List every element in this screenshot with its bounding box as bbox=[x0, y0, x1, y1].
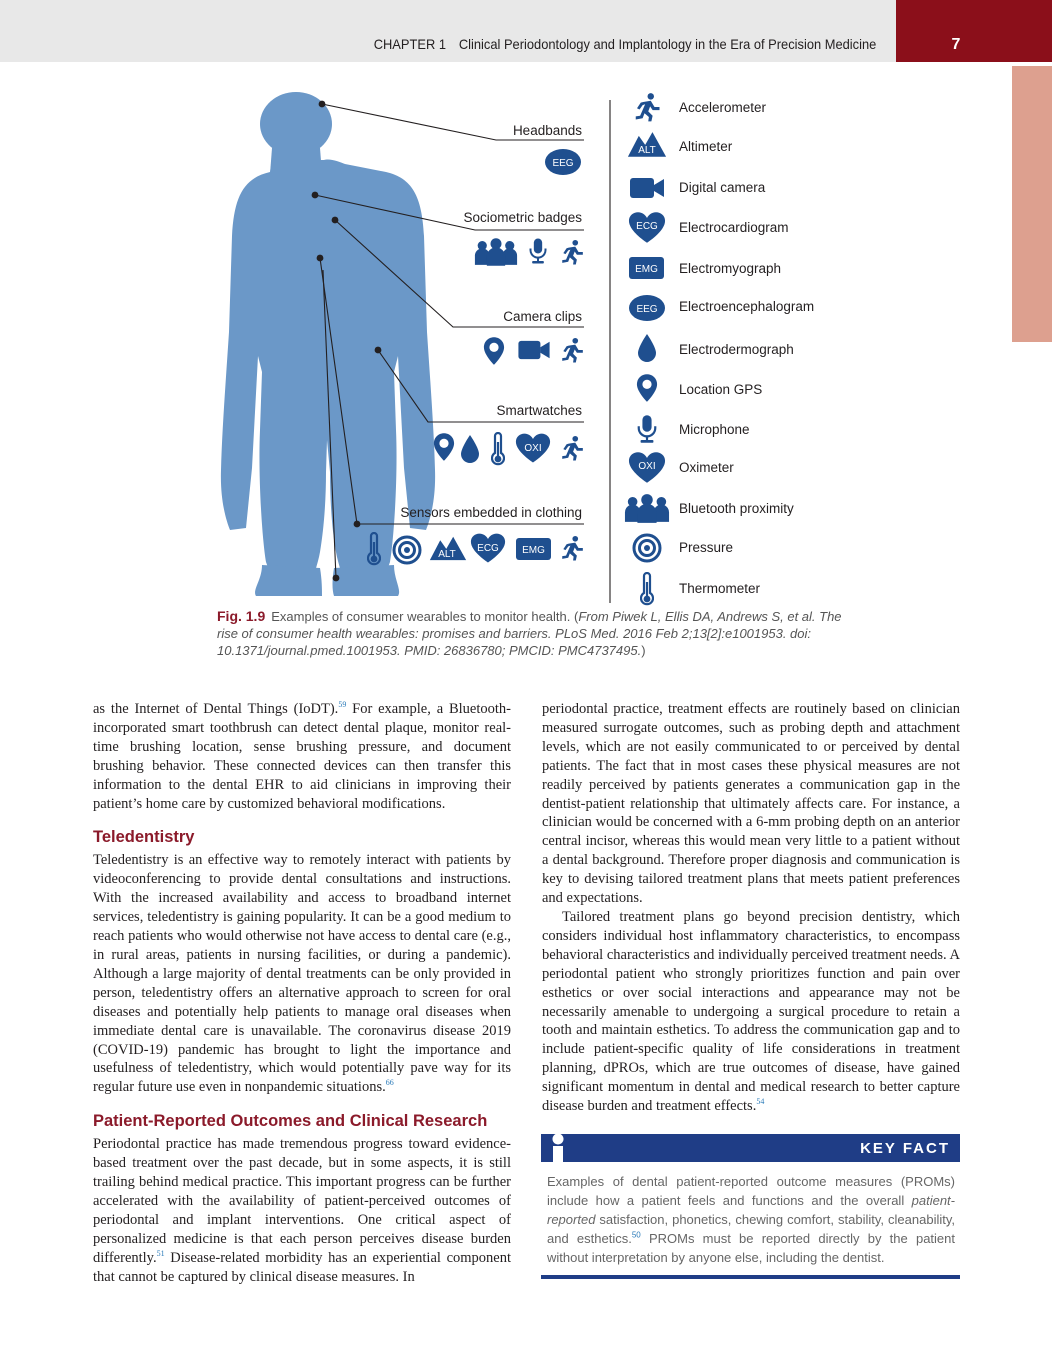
legend-icon-electromyograph bbox=[629, 257, 664, 279]
chapter-name: Clinical Periodontology and Implantology in the Era of Precision Medicine bbox=[458, 36, 876, 52]
heart-oxi-icon bbox=[516, 434, 550, 463]
paragraph: periodontal practice, treatment effects are routinely based on clinician measured surrogate outcomes, such as probing depth and attachment levels, which are not easily communicated to or perceived by dental patients. The fact that in most cases these physical measures are not readily perceived by patients generates a communication gap in the dentist-patient relationship that ultimately affects care. For instance, a clinician would be concerned with a 6-mm probing depth on an anterior central incisor, whereas this would mean very little to a patient without a dental background. Therefore proper diagnosis and communication is key to devising tailored treatment plans that meets patient preferences and expectations. bbox=[542, 701, 960, 907]
legend-icon-electrodermograph bbox=[638, 334, 656, 362]
legend-label-bluetooth-proximity: Bluetooth proximity bbox=[679, 501, 794, 516]
legend-label-accelerometer: Accelerometer bbox=[679, 100, 767, 115]
category-smartwatches: Smartwatches bbox=[496, 403, 582, 418]
legend-icon-electroencephalogram bbox=[629, 295, 665, 321]
wearables-diagram bbox=[0, 62, 1052, 612]
key-fact-text bbox=[541, 1162, 960, 1279]
altimeter-icon bbox=[430, 537, 466, 560]
key-fact-text-part: satisfaction, phonetics, chewing comfort, stability, cleanability, and esthetics. bbox=[547, 1212, 955, 1246]
paragraph-text: Tailored treatment plans go beyond precision dentistry, which considers individual host inflammatory characteristics, to encompass behavioral characteristics and individually perceived treatment needs. A periodontal patient who strongly prioritizes function and pain over esthetics or over social interactions and appearance may not be necessarily amenable to undergoing a surgical procedure to retain a tooth and maintain esthetics. To address the communication gap and to include patient-specific quality of life considerations in treatment planning, dPROs, which are true outcomes of disease, have gained significant momentum in dental and medical research to better capture disease burden and treatment effects. bbox=[542, 908, 960, 1115]
reference-link[interactable]: 50 bbox=[631, 1230, 641, 1240]
figure-number: Fig. 1.9 bbox=[217, 608, 266, 624]
key-fact-header bbox=[541, 1134, 960, 1162]
running-person-icon bbox=[562, 240, 583, 264]
location-pin-icon bbox=[434, 433, 454, 461]
svg-text:ECG: ECG bbox=[477, 543, 499, 554]
caption-text: Examples of consumer wearables to monitor health. ( bbox=[271, 609, 579, 624]
heading-patient-reported-outcomes: Patient-Reported Outcomes and Clinical Research bbox=[93, 1112, 488, 1131]
reference-link[interactable]: 59 bbox=[338, 700, 347, 710]
chapter-title bbox=[373, 36, 876, 56]
legend-icon-digital-camera bbox=[630, 178, 664, 198]
paragraph-text: Teledentistry is an effective way to remotely interact with patients by videoconferencing to provide dental consultations and instructions. With the increased availability and access to broadband internet services, teledentistry is gaining popularity. It can be a good medium to reach patients who would otherwise not have access to dental care (e.g., in rural areas, patients in nursing facilities, or during a pandemic). Although a large majority of dental treatments can be only provided in person, teledentistry offers an alternative approach to screen for oral diseases and potentially help patients to manage oral diseases when immediate dental care is unavailable. The coronavirus disease 2019 (COVID-19) pandemic has brought to light the importance and usefulness of teledentistry, which would potentially pave way for its regular future use even in nonpandemic situations. bbox=[93, 852, 511, 1096]
reference-link[interactable]: 66 bbox=[385, 1078, 394, 1088]
svg-text:EEG: EEG bbox=[552, 158, 574, 169]
legend-icon-pressure bbox=[634, 535, 660, 561]
legend-label-electrodermograph: Electrodermograph bbox=[679, 342, 794, 357]
legend-label-electroencephalogram: Electroencephalogram bbox=[679, 299, 815, 314]
paragraph-text: Disease-related morbidity has an experiential component that cannot be captured by clinical disease measures. In bbox=[93, 1249, 511, 1285]
paragraph bbox=[542, 908, 960, 1116]
legend-label-oximeter: Oximeter bbox=[679, 460, 734, 475]
key-fact-emphasis: patient-reported bbox=[547, 1193, 955, 1227]
paragraph-text: as the Internet of Dental Things (IoDT). bbox=[93, 701, 339, 717]
category-sociometric-badges: Sociometric badges bbox=[463, 210, 582, 225]
svg-text:ALT: ALT bbox=[638, 145, 656, 156]
left-column bbox=[93, 700, 511, 1286]
human-body-silhouette bbox=[221, 92, 435, 596]
svg-text:ALT: ALT bbox=[438, 549, 456, 560]
paragraph bbox=[93, 700, 511, 813]
emg-icon bbox=[516, 538, 551, 560]
paragraph-text: For example, a Bluetooth-incorporated smart toothbrush can detect dental plaque, monitor real-time brushing location, sense brushing pressure, and document brushing behavior. These connected devices can then transfer this information to the dental EHR to aid clinicians in improving their patient’s home care by customized behavioral modifications. bbox=[93, 701, 511, 812]
legend-icon-microphone bbox=[639, 415, 656, 443]
legend-label-thermometer: Thermometer bbox=[679, 581, 761, 596]
legend-label-pressure: Pressure bbox=[679, 540, 734, 555]
legend-icon-altimeter bbox=[628, 132, 666, 157]
legend-icon-electrocardiogram bbox=[629, 212, 665, 242]
running-person-icon bbox=[562, 536, 583, 560]
legend-label-altimeter: Altimeter bbox=[679, 139, 733, 154]
svg-text:ECG: ECG bbox=[636, 221, 658, 232]
page-number: 7 bbox=[951, 36, 961, 53]
legend-label-electrocardiogram: Electrocardiogram bbox=[679, 220, 789, 235]
caption-source: From Piwek L, Ellis DA, Andrews S, et al. The rise of consumer health wearables: promises and barriers. PLoS Med. 2016 Feb 2;13[2]:e1001953. doi: 10.1371/journal.pmed.1001953. PMID: 26836780; PMCID: PMC4737495. bbox=[217, 609, 842, 658]
target-icon bbox=[394, 537, 420, 563]
figure-wearables bbox=[0, 62, 1052, 612]
chapter-number: CHAPTER 1 bbox=[373, 36, 446, 52]
right-column bbox=[542, 700, 960, 1116]
legend-icon-accelerometer bbox=[636, 93, 660, 121]
svg-text:OXI: OXI bbox=[638, 461, 656, 472]
legend-icon-thermometer bbox=[641, 573, 653, 604]
key-fact-box bbox=[541, 1134, 960, 1279]
drop-icon bbox=[461, 435, 479, 463]
figure-caption bbox=[217, 608, 857, 659]
key-fact-title: KEY FACT bbox=[860, 1140, 950, 1157]
running-person-icon bbox=[562, 338, 583, 362]
page-number-box bbox=[896, 0, 1052, 62]
legend-icon-bluetooth-proximity bbox=[625, 494, 669, 523]
paragraph-text: Periodontal practice has made tremendous progress toward evidence-based treatment over the past decade, but in some aspects, it is still trailing behind medical practice. This important progress can be further accelerated with the availability of patient-perceived outcomes of periodontal and implant interventions. One critical aspect of personalized medicine is that each person perceives disease burden differently. bbox=[93, 1136, 511, 1266]
category-sensors-clothing: Sensors embedded in clothing bbox=[400, 505, 582, 520]
legend-label-electromyograph: Electromyograph bbox=[679, 261, 782, 276]
paragraph bbox=[93, 851, 511, 1097]
heading-teledentistry: Teledentistry bbox=[93, 828, 195, 847]
svg-text:EMG: EMG bbox=[635, 264, 658, 275]
svg-text:OXI: OXI bbox=[524, 443, 542, 454]
key-fact-text-part: PROMs must be reported directly by the patient without interpretation by anyone else, including the dentist. bbox=[547, 1231, 955, 1265]
svg-text:EMG: EMG bbox=[522, 545, 545, 556]
legend-label-digital-camera: Digital camera bbox=[679, 180, 766, 195]
video-camera-icon bbox=[518, 341, 549, 359]
group-people-icon bbox=[475, 238, 517, 266]
person-key-icon bbox=[547, 1132, 569, 1166]
legend-label-location-gps: Location GPS bbox=[679, 382, 763, 397]
legend-label-microphone: Microphone bbox=[679, 422, 750, 437]
legend-icon-oximeter bbox=[629, 452, 665, 482]
reference-link[interactable]: 51 bbox=[156, 1248, 165, 1258]
location-pin-icon bbox=[484, 337, 504, 365]
category-camera-clips: Camera clips bbox=[503, 309, 582, 324]
category-headbands: Headbands bbox=[512, 123, 582, 138]
reference-link[interactable]: 54 bbox=[756, 1097, 765, 1107]
paragraph bbox=[93, 1135, 511, 1286]
key-fact-text-part: Examples of dental patient-reported outcome measures (PROMs) include how a patient feels and functions and the overall bbox=[547, 1174, 955, 1208]
thermometer-icon bbox=[492, 433, 504, 464]
running-person-icon bbox=[562, 436, 583, 460]
eeg-icon bbox=[545, 149, 581, 175]
heart-ecg-icon bbox=[471, 534, 505, 563]
svg-text:EEG: EEG bbox=[636, 304, 658, 315]
microphone-icon bbox=[531, 239, 546, 264]
caption-end: ) bbox=[641, 643, 646, 658]
legend-icon-location-gps bbox=[637, 374, 657, 402]
